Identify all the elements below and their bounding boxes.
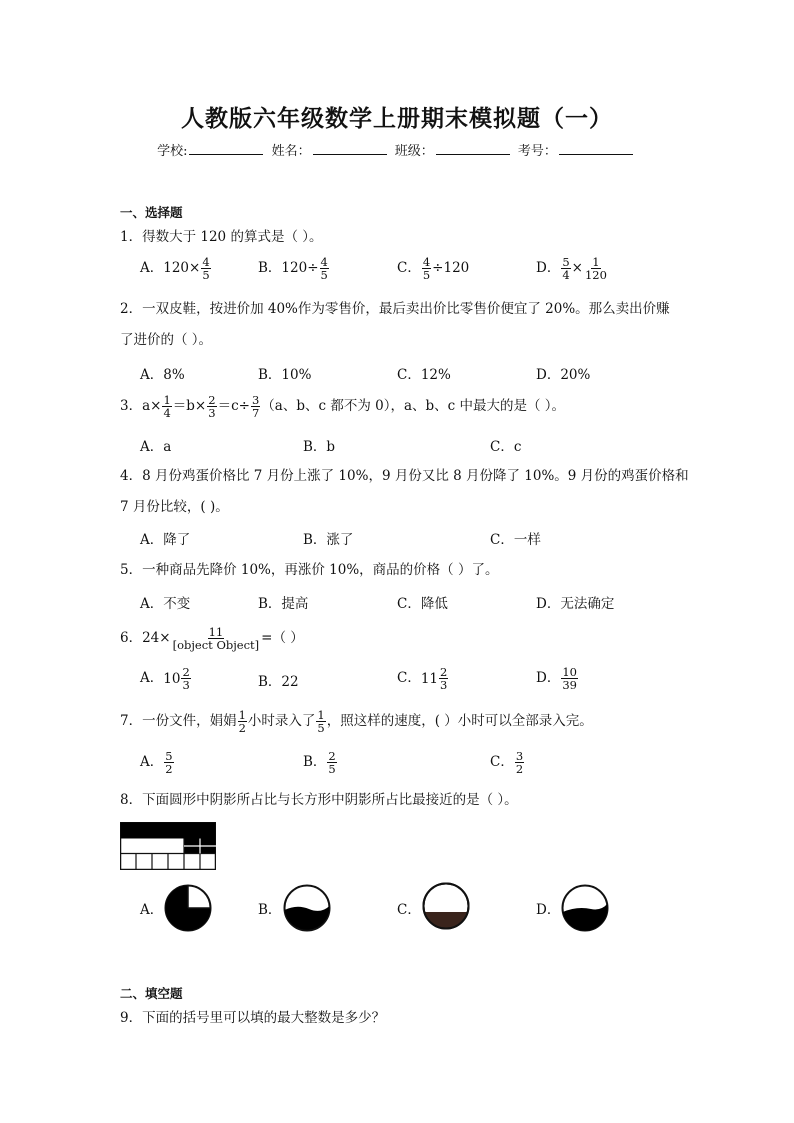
name-label: 姓名：	[271, 144, 311, 159]
numerator: 1	[592, 255, 600, 269]
text: 3．a×	[120, 398, 162, 414]
mixed-number	[421, 666, 450, 691]
option-label: A．	[140, 670, 164, 686]
option-expr: 120÷	[281, 260, 319, 276]
option-expr: ÷120	[432, 260, 470, 276]
q8-option-b-label[interactable]: B．	[258, 902, 282, 918]
option-label: C．	[397, 260, 421, 276]
q8-option-a-label[interactable]: A．	[140, 902, 164, 918]
denominator: 5	[202, 268, 210, 282]
numerator: 4	[320, 255, 328, 269]
q2-option-b[interactable]: B．10%	[258, 367, 312, 383]
q8-option-b-circle[interactable]	[283, 884, 331, 932]
question-9-stem: 9．下面的括号里可以填的最大整数是多少？	[120, 1010, 386, 1026]
fraction	[515, 750, 524, 775]
q4-option-a[interactable]: A．降了	[140, 532, 191, 548]
whole-part: 10	[163, 670, 181, 687]
q2-option-c[interactable]: C．12%	[397, 367, 451, 383]
numerator: 3	[251, 393, 260, 407]
numerator: 4	[202, 255, 210, 269]
q2-option-d[interactable]: D．20%	[536, 367, 591, 383]
option-label: C．	[397, 670, 421, 686]
denominator: 5	[317, 721, 325, 735]
denominator: 3	[440, 678, 448, 692]
fraction	[201, 256, 210, 281]
page-title: 人教版六年级数学上册期末模拟题（一）	[181, 105, 613, 132]
exam-no-label: 考号：	[517, 144, 557, 159]
question-4-line-1: 4．8 月份鸡蛋价格比 7 月份上涨了 10%，9 月份又比 8 月份降了 10%。9 月份的鸡蛋价格和	[120, 468, 689, 484]
numerator: 2	[208, 393, 216, 407]
numerator: 2	[440, 665, 448, 679]
option-label: D．	[536, 260, 561, 276]
fraction	[181, 666, 190, 691]
question-6-stem	[120, 626, 304, 651]
denominator: 4	[562, 268, 570, 282]
fraction	[238, 709, 247, 734]
question-7-stem	[120, 709, 593, 734]
q8-option-c-label[interactable]: C．	[397, 902, 421, 918]
q3-option-b[interactable]: B．b	[303, 439, 336, 455]
option-label: A．	[140, 260, 164, 276]
denominator: 2	[165, 762, 173, 776]
mixed-number	[163, 666, 192, 691]
denominator: 120	[584, 268, 607, 282]
text: ＝b×	[172, 398, 207, 414]
question-1-stem: 1．得数大于 120 的算式是（ ）。	[120, 229, 323, 245]
numerator: 5	[562, 255, 570, 269]
q8-option-a-circle[interactable]	[164, 884, 212, 932]
fraction	[327, 750, 336, 775]
q7-option-a[interactable]	[140, 750, 175, 775]
q1-option-a[interactable]	[140, 256, 212, 281]
text: ，照这样的速度，( ）小时可以全部录入完。	[326, 713, 593, 729]
option-expr: 120×	[163, 260, 201, 276]
school-label: 学校:	[157, 144, 188, 159]
shaded-rectangle-figure	[120, 822, 216, 870]
q1-option-d[interactable]	[536, 256, 609, 281]
option-label: A．	[140, 754, 164, 770]
numerator: 1	[238, 708, 246, 722]
fraction	[207, 394, 216, 419]
numerator: 5	[165, 749, 173, 763]
text: （a、b、c 都不为 0），a、b、c 中最大的是（ ）。	[261, 398, 566, 414]
denominator: [object Object]	[172, 638, 260, 652]
times-sign: ×	[571, 260, 583, 276]
q5-option-d[interactable]: D．无法确定	[536, 596, 615, 612]
numerator: 11	[208, 625, 224, 639]
q7-option-c[interactable]	[490, 750, 525, 775]
q2-option-a[interactable]: A．8%	[140, 367, 185, 383]
denominator: 2	[515, 762, 524, 776]
fraction	[320, 256, 329, 281]
text: ＝c÷	[217, 398, 250, 414]
numerator: 3	[515, 749, 524, 763]
q7-option-b[interactable]	[303, 750, 338, 775]
question-2-line-1: 2．一双皮鞋，按进价加 40%作为零售价，最后卖出价比零售价便宜了 20%。那么卖出价赚	[120, 301, 670, 317]
fraction	[316, 709, 325, 734]
class-blank[interactable]	[436, 142, 510, 155]
q6-option-a[interactable]	[140, 666, 192, 691]
school-blank[interactable]	[189, 142, 263, 155]
denominator: 2	[238, 721, 246, 735]
denominator: 5	[320, 268, 328, 282]
q8-option-d-circle[interactable]	[561, 884, 609, 932]
numerator: 4	[422, 255, 431, 269]
option-label: C．	[490, 754, 514, 770]
text: 7．一份文件，娟娟	[120, 713, 237, 729]
class-label: 班级：	[394, 144, 434, 159]
numerator: 1	[317, 708, 325, 722]
q6-option-b[interactable]: B．22	[258, 674, 299, 690]
q6-option-c[interactable]	[397, 666, 449, 691]
fraction	[162, 394, 171, 419]
fraction	[584, 256, 608, 281]
question-8-stem: 8．下面圆形中阴影所占比与长方形中阴影所占比最接近的是（ ）。	[120, 792, 518, 808]
fraction	[422, 256, 431, 281]
q1-option-b[interactable]	[258, 256, 330, 281]
section-title-choice: 一、选择题	[120, 205, 183, 220]
option-label: B．	[303, 754, 327, 770]
question-4-line-2: 7 月份比较，( )。	[120, 499, 229, 515]
q5-option-a[interactable]: A．不变	[140, 596, 191, 612]
denominator: 39	[562, 678, 577, 692]
whole-part: 11	[420, 670, 439, 687]
option-label: B．	[258, 260, 282, 276]
q3-option-a[interactable]: A．a	[140, 439, 172, 455]
q3-option-c[interactable]: C．c	[490, 439, 522, 455]
q4-option-b[interactable]: B．涨了	[303, 532, 354, 548]
option-label: D．	[536, 670, 561, 686]
fraction	[172, 626, 261, 651]
q1-option-c[interactable]	[397, 256, 469, 281]
denominator: 7	[251, 406, 260, 420]
fraction	[439, 666, 448, 691]
q5-option-c[interactable]: C．降低	[397, 596, 448, 612]
q8-option-c-circle[interactable]	[422, 882, 470, 930]
name-blank[interactable]	[313, 142, 387, 155]
numerator: 2	[182, 665, 190, 679]
denominator: 3	[182, 678, 190, 692]
question-2-line-2: 了进价的（ ）。	[120, 332, 213, 348]
question-3-stem	[120, 394, 565, 419]
student-info-line	[0, 140, 794, 159]
denominator: 3	[208, 406, 216, 420]
text: =（ ）	[261, 630, 304, 646]
numerator: 2	[328, 749, 336, 763]
text: 6．24×	[120, 630, 171, 646]
denominator: 5	[422, 268, 431, 282]
fraction	[561, 256, 570, 281]
exam-no-blank[interactable]	[559, 142, 633, 155]
q6-option-d[interactable]	[536, 666, 579, 691]
denominator: 5	[328, 762, 336, 776]
numerator: 1	[163, 393, 171, 407]
numerator: 10	[562, 665, 577, 679]
q5-option-b[interactable]: B．提高	[258, 596, 309, 612]
fraction	[251, 394, 260, 419]
fraction	[164, 750, 173, 775]
q8-option-d-label[interactable]: D．	[536, 902, 561, 918]
denominator: 4	[163, 406, 171, 420]
fraction	[561, 666, 578, 691]
text: 小时录入了	[247, 713, 316, 729]
q4-option-c[interactable]: C．一样	[490, 532, 541, 548]
section-title-fill-in: 二、填空题	[120, 986, 183, 1001]
question-5-stem: 5．一种商品先降价 10%，再涨价 10%，商品的价格（ ）了。	[120, 562, 499, 578]
